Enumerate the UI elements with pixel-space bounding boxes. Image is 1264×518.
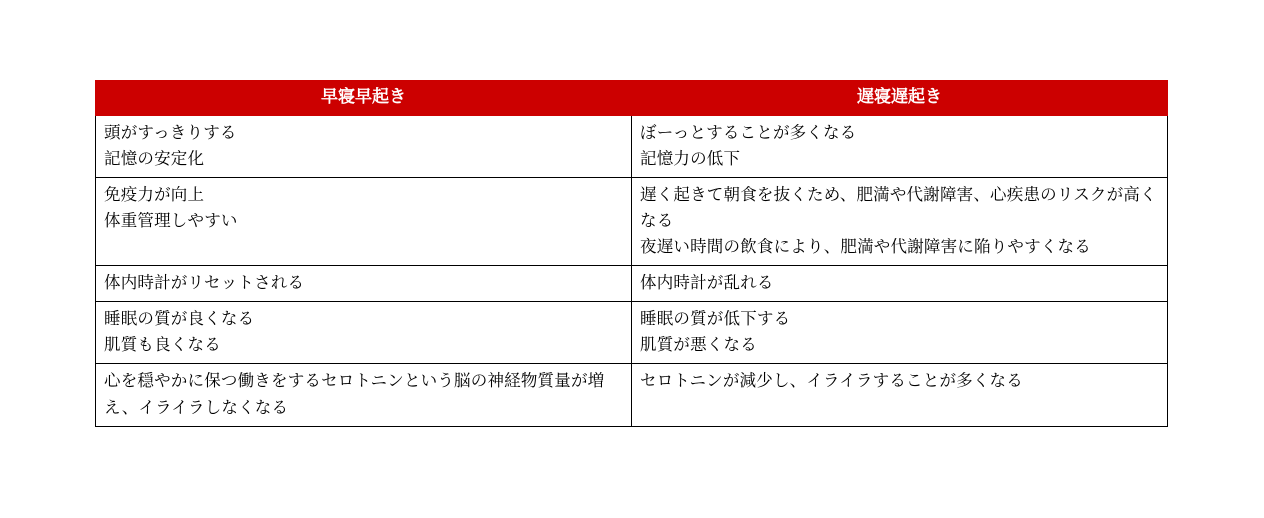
- table-cell-early: [96, 178, 632, 266]
- cell-line: 記憶の安定化: [104, 150, 205, 168]
- table-cell-late: [632, 364, 1168, 426]
- cell-lines: [640, 182, 1159, 260]
- cell-line: セロトニンが減少し、イライラすることが多くなる: [640, 372, 1023, 391]
- cell-line: 心を穏やかに保つ働きをするセロトニンという脳の神経物質量が増え、イライラしなくなる: [104, 372, 605, 417]
- cell-line: 肌質が悪くなる: [640, 336, 757, 355]
- cell-line: 遅く起きて朝食を抜くため、肥満や代謝障害、心疾患のリスクが高くなる: [640, 186, 1157, 231]
- table-cell-early: [96, 266, 632, 302]
- table-row: [96, 364, 1168, 426]
- cell-line: 睡眠の質が良くなる: [104, 310, 255, 329]
- table-body: [96, 115, 1168, 426]
- table-row: [96, 178, 1168, 266]
- table-cell-late: [632, 115, 1168, 177]
- cell-line: 体内時計がリセットされる: [104, 274, 305, 293]
- cell-line: ぼーっとすることが多くなる: [640, 123, 857, 142]
- cell-lines: [104, 270, 623, 296]
- table-cell-late: [632, 302, 1168, 364]
- cell-line: 睡眠の質が低下する: [640, 310, 791, 329]
- cell-line: 体重管理しやすい: [104, 212, 238, 231]
- cell-lines: [640, 306, 1159, 358]
- cell-line: 記憶力の低下: [640, 150, 741, 168]
- table-row: [96, 266, 1168, 302]
- cell-lines: [640, 270, 1159, 296]
- cell-lines: [104, 182, 623, 234]
- cell-lines: [640, 120, 1159, 172]
- cell-line: 体内時計が乱れる: [640, 274, 774, 293]
- cell-lines: [640, 368, 1159, 394]
- sleep-habits-comparison-table: [95, 80, 1168, 427]
- table-cell-late: [632, 178, 1168, 266]
- cell-lines: [104, 368, 623, 420]
- table-header: [96, 81, 1168, 116]
- cell-line: 頭がすっきりする: [104, 123, 237, 142]
- column-header-early: 早寝早起き: [96, 81, 632, 116]
- cell-line: 免疫力が向上: [104, 186, 205, 205]
- table-header-row: [96, 81, 1168, 116]
- table-cell-early: [96, 302, 632, 364]
- cell-lines: [104, 120, 623, 172]
- cell-line: 夜遅い時間の飲食により、肥満や代謝障害に陥りやすくなる: [640, 238, 1091, 257]
- table-row: [96, 302, 1168, 364]
- cell-lines: [104, 306, 623, 358]
- cell-line: 肌質も良くなる: [104, 336, 221, 355]
- table-row: [96, 115, 1168, 177]
- column-header-late: 遅寝遅起き: [632, 81, 1168, 116]
- table-cell-early: [96, 115, 632, 177]
- table-cell-late: [632, 266, 1168, 302]
- table-cell-early: [96, 364, 632, 426]
